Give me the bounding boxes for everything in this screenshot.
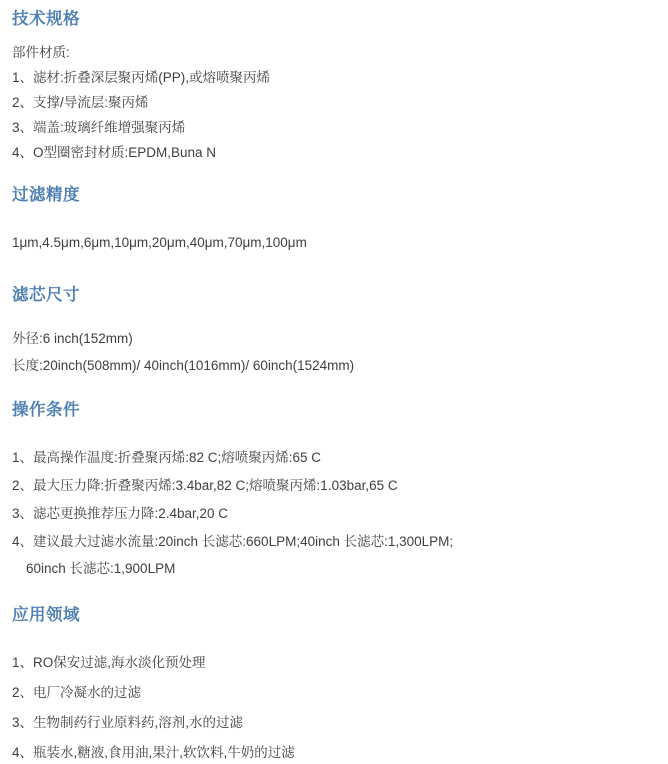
- operating-line-max-flow-rate-continued: 60inch 长滤芯:1,900LPM: [26, 561, 176, 577]
- section-title-technical-specs: 技术规格: [12, 10, 80, 28]
- operating-line-change-out-pressure: 3、滤芯更换推荐压力降:2.4bar,20 C: [12, 505, 229, 521]
- operating-line-max-temperature: 1、最高操作温度:折叠聚丙烯:82 C;熔喷聚丙烯:65 C: [12, 449, 322, 465]
- application-line-biopharma: 3、生物制药行业原料药,溶剂,水的过滤: [12, 715, 244, 731]
- size-line-outer-diameter: 外径:6 inch(152mm): [12, 330, 133, 346]
- spec-line-oring-seal: 4、O型圈密封材质:EPDM,Buna N: [12, 144, 217, 160]
- section-technical-specs: [12, 8, 656, 164]
- application-line-ro-prefiltration: 1、RO保安过滤,海水淡化预处理: [12, 655, 206, 671]
- section-title-operating-conditions: 操作条件: [12, 400, 80, 419]
- section-title-applications: 应用领域: [12, 606, 80, 625]
- section-applications: [12, 604, 656, 764]
- precision-line-micron-ratings: 1μm,4.5μm,6μm,10μm,20μm,40μm,70μm,100μm: [12, 234, 307, 250]
- section-filtration-precision: [12, 184, 656, 254]
- section-cartridge-dimensions: [12, 284, 656, 377]
- application-line-power-plant-condensate: 2、电厂冷凝水的过滤: [12, 685, 142, 701]
- application-line-food-beverage: 4、瓶装水,糖液,食用油,果汁,软饮料,牛奶的过滤: [12, 745, 295, 761]
- section-title-filtration-precision: 过滤精度: [12, 185, 80, 204]
- spec-line-end-cap: 3、端盖:玻璃纤维增强聚丙烯: [12, 119, 186, 135]
- section-operating-conditions: [12, 399, 656, 581]
- spec-line-support-layer: 2、支撑/导流层:聚丙烯: [12, 94, 149, 110]
- size-line-length: 长度:20inch(508mm)/ 40inch(1016mm)/ 60inch(1524mm): [12, 357, 355, 373]
- spec-line-filter-media: 1、滤材:折叠深层聚丙烯(PP),或熔喷聚丙烯: [12, 70, 271, 86]
- operating-line-max-pressure-drop: 2、最大压力降:折叠聚丙烯:3.4bar,82 C;熔喷聚丙烯:1.03bar,65 C: [12, 477, 398, 493]
- spec-line-materials-heading: 部件材质:: [12, 45, 70, 61]
- section-title-cartridge-dimensions: 滤芯尺寸: [12, 285, 80, 304]
- operating-line-max-flow-rate: 4、建议最大过滤水流量:20inch 长滤芯:660LPM;40inch 长滤芯:1,300LPM;: [12, 533, 454, 549]
